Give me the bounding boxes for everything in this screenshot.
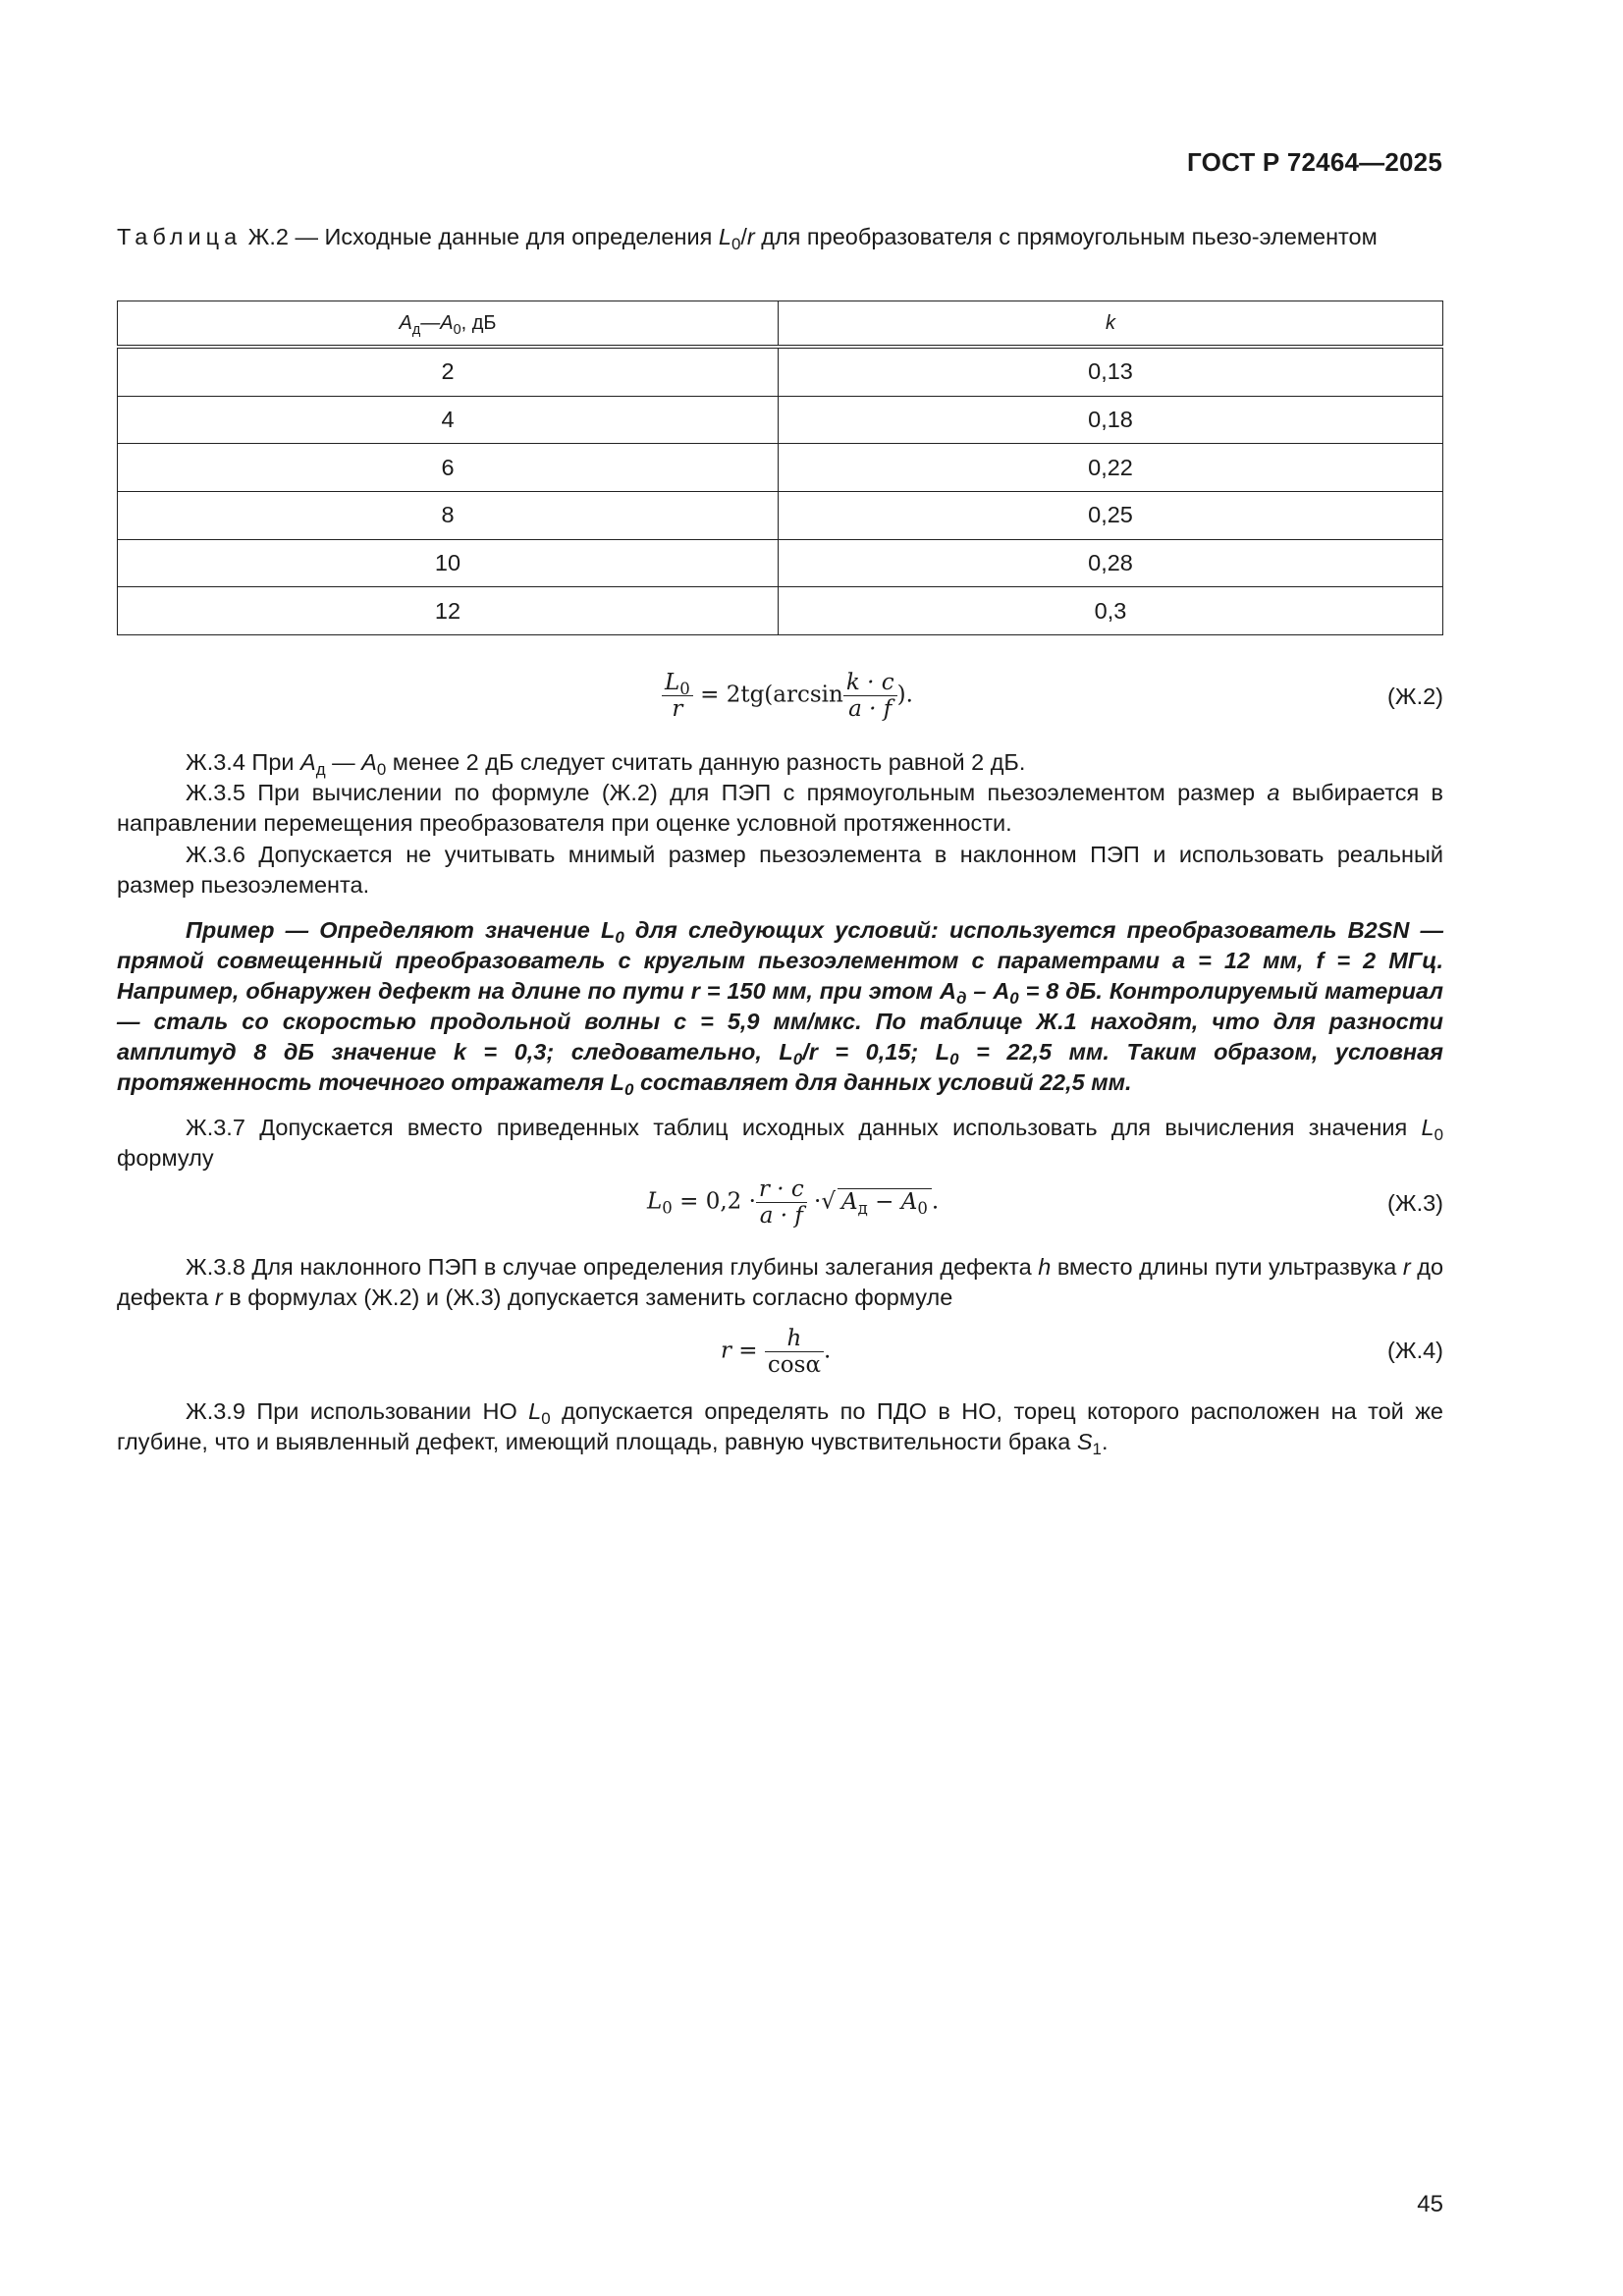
table-row <box>118 492 1443 540</box>
formula-zh2 <box>117 670 1443 729</box>
formula-zh4 <box>117 1326 1443 1385</box>
cell-k: 0,25 <box>779 492 1443 540</box>
table-row <box>118 396 1443 444</box>
data-table <box>117 301 1443 635</box>
paragraph-zh-3-6: Ж.3.6 Допускается не учитывать мнимый размер пьезоэлемента в наклонном ПЭП и использовать реальный размер пьезоэлемента. <box>117 842 1443 898</box>
column-header-amplitude: $A_д—A_0$, дБ <box>118 301 779 348</box>
cell-amplitude: 10 <box>118 539 779 587</box>
caption-text-end: для преобразователя с прямоугольным пьезо-элементом <box>754 224 1378 249</box>
caption-var-r: r <box>746 224 755 249</box>
cell-k: 0,28 <box>779 539 1443 587</box>
document-id-header: ГОСТ Р 72464—2025 <box>1187 147 1442 177</box>
caption-var-l: L <box>718 224 731 249</box>
caption-text: Ж.2 — Исходные данные для определения <box>242 224 719 249</box>
paragraph-zh-3-5: Ж.3.5 При вычислении по формуле (Ж.2) для ПЭП с прямоугольным пьезоэлементом размер a выбирается в направлении перемещения преобразователя при оценке условной протяженности. <box>117 780 1443 836</box>
cell-k: 0,22 <box>779 444 1443 492</box>
table-caption <box>117 222 1442 252</box>
cell-k: 0,13 <box>779 347 1443 396</box>
table-row <box>118 539 1443 587</box>
paragraph-zh-3-8: Ж.3.8 Для наклонного ПЭП в случае определения глубины залегания дефекта h вместо длины пути ультразвука r до дефекта r в формулах (Ж.2) и (Ж.3) допускается заменить согласно формуле <box>117 1254 1444 1310</box>
table-row <box>118 587 1443 635</box>
paragraph-zh-3-9: Ж.3.9 При использовании НО $L_0$ допускается определять по ПДО в НО, торец которого расположен на той же глубине, что и выявленный дефект, имеющий площадь, равную чувствительности брака $S_1$. <box>117 1398 1443 1458</box>
cell-amplitude: 8 <box>118 492 779 540</box>
cell-amplitude: 4 <box>118 396 779 444</box>
caption-lead: Таблица <box>117 224 243 249</box>
cell-amplitude: 12 <box>118 587 779 635</box>
formula-zh3-label: (Ж.3) <box>1387 1190 1443 1216</box>
table-row <box>118 347 1443 396</box>
formula-zh2-expression: $\frac{L_0}{r}$ = 2tg(arcsin $\frac{k \cdot c}{a \cdot f}$ ). <box>662 670 913 722</box>
formula-zh2-label: (Ж.2) <box>1387 683 1443 709</box>
formula-zh3 <box>117 1176 1443 1235</box>
formula-zh4-label: (Ж.4) <box>1387 1338 1443 1363</box>
cell-amplitude: 6 <box>118 444 779 492</box>
cell-k: 0,18 <box>779 396 1443 444</box>
paragraph-zh-3-4: Ж.3.4 При $A_д$ — $A_0$ менее 2 дБ следует считать данную разность равной 2 дБ. <box>186 749 1026 779</box>
table-header-row <box>118 301 1443 348</box>
caption-sub: 0 <box>730 235 741 253</box>
formula-zh4-expression: r = $\frac{h}{\cos\alpha}$ . <box>721 1326 832 1378</box>
cell-k: 0,3 <box>779 587 1443 635</box>
cell-amplitude: 2 <box>118 347 779 396</box>
paragraph-zh-3-7: Ж.3.7 Допускается вместо приведенных таблиц исходных данных использовать для вычисления значения $L_0$ формулу <box>117 1115 1443 1171</box>
page-number: 45 <box>1417 2191 1443 2217</box>
table-row <box>118 444 1443 492</box>
caption-slash: / <box>740 224 747 249</box>
example-paragraph: Пример — Определяют значение $L_0$ для следующих условий: используется преобразователь B2SN — прямой совмещенный преобразователь с круглым пьезоэлементом с параметрами a = 12 мм, f = 2 МГц. Например, обнаружен дефект на длине по пути r = 150 мм, при этом $A_д - A_0 = 8$ дБ. Контролируемый материал — сталь со скоростью продольной волны c = 5,9 мм/мкс. По таблице Ж.1 находят, что для разности амплитуд 8 дБ значение k = 0,3; следовательно, $L_0/r = 0,15$; $L_0 = 22,5$ мм. Таким образом, условная протяженность точечного отражателя $L_0$ составляет для данных условий 22,5 мм. <box>117 917 1444 1099</box>
column-header-k: k <box>779 301 1443 348</box>
formula-zh3-expression: $L_0 = 0,2$ · $\frac{r \cdot c}{a \cdot f}$ ·√ $A_д - A_0$ . <box>647 1176 940 1229</box>
